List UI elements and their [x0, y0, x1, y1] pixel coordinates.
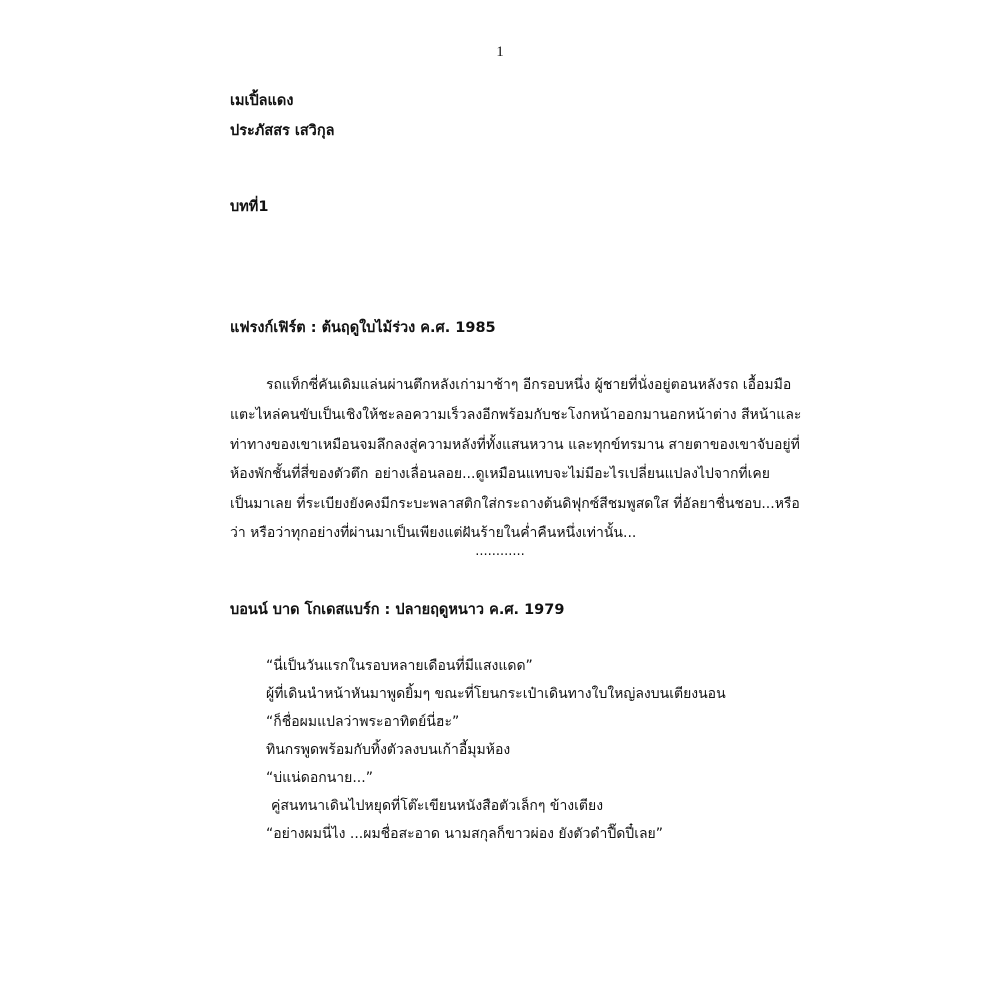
dialogue-line: ทินกรพูดพร้อมกับทิ้งตัวลงบนเก้าอี้มุมห้อง [266, 742, 511, 758]
dialogue-line: “ก็ชื่อผมแปลว่าพระอาทิตย์นี่ฮะ” [266, 714, 460, 730]
dialogue-line: “นี่เป็นวันแรกในรอบหลายเดือนที่มีแสงแดด” [266, 658, 533, 674]
paragraph-line: ว่า หรือว่าทุกอย่างที่ผ่านมาเป็นเพียงแต่ฝันร้ายในค่ำคืนหนึ่งเท่านั้น... [230, 525, 637, 541]
paragraph-line: ห้องพักชั้นที่สี่ของตัวตึก อย่างเลื่อนลอย...ดูเหมือนแทบจะไม่มีอะไรเปลี่ยนแปลงไปจากที่เคย [230, 466, 770, 482]
author-name: ประภัสสร เสวิกุล [230, 123, 335, 139]
section-separator: ............ [475, 544, 525, 559]
dialogue-line: ผู้ที่เดินนำหน้าหันมาพูดยิ้มๆ ขณะที่โยนกระเป๋าเดินทางใบใหญ่ลงบนเตียงนอน [266, 686, 726, 702]
page-number: 1 [496, 44, 504, 60]
book-title: เมเปิ้ลแดง [230, 93, 294, 109]
chapter-heading: บทที่1 [230, 199, 269, 215]
paragraph-line: เป็นมาเลย ที่ระเบียงยังคงมีกระบะพลาสติกใส่กระถางต้นดิฟุกซ์สีชมพูสดใส ที่อัลยาชื่นชอบ...หรือ [230, 496, 800, 512]
dialogue-line: “บ่แน่ดอกนาย...” [266, 770, 373, 786]
dialogue-line: “อย่างผมนี่ไง ...ผมชื่อสะอาด นามสกุลก็ขาวผ่อง ยังตัวดำปื๊ดปี๋เลย” [266, 826, 664, 842]
section-1-heading: แฟรงก์เฟิร์ต : ต้นฤดูใบไม้ร่วง ค.ศ. 1985 [230, 320, 496, 336]
paragraph-line: รถแท็กซี่คันเดิมแล่นผ่านตึกหลังเก่ามาช้าๆ อีกรอบหนึ่ง ผู้ชายที่นั่งอยู่ตอนหลังรถ เอื้อมมือ [266, 377, 792, 393]
section-2-heading: บอนน์ บาด โกเดสแบร์ก : ปลายฤดูหนาว ค.ศ. 1979 [230, 602, 565, 618]
paragraph-line: ท่าทางของเขาเหมือนจมลึกลงสู่ความหลังที่ทั้งแสนหวาน และทุกข์ทรมาน สายตาของเขาจับอยู่ที่ [230, 437, 800, 453]
paragraph-line: แตะไหล่คนขับเป็นเชิงให้ชะลอความเร็วลงอีกพร้อมกับชะโงกหน้าออกมานอกหน้าต่าง สีหน้าและ [230, 407, 802, 423]
dialogue-line: คู่สนทนาเดินไปหยุดที่โต๊ะเขียนหนังสือตัวเล็กๆ ข้างเตียง [271, 798, 604, 814]
